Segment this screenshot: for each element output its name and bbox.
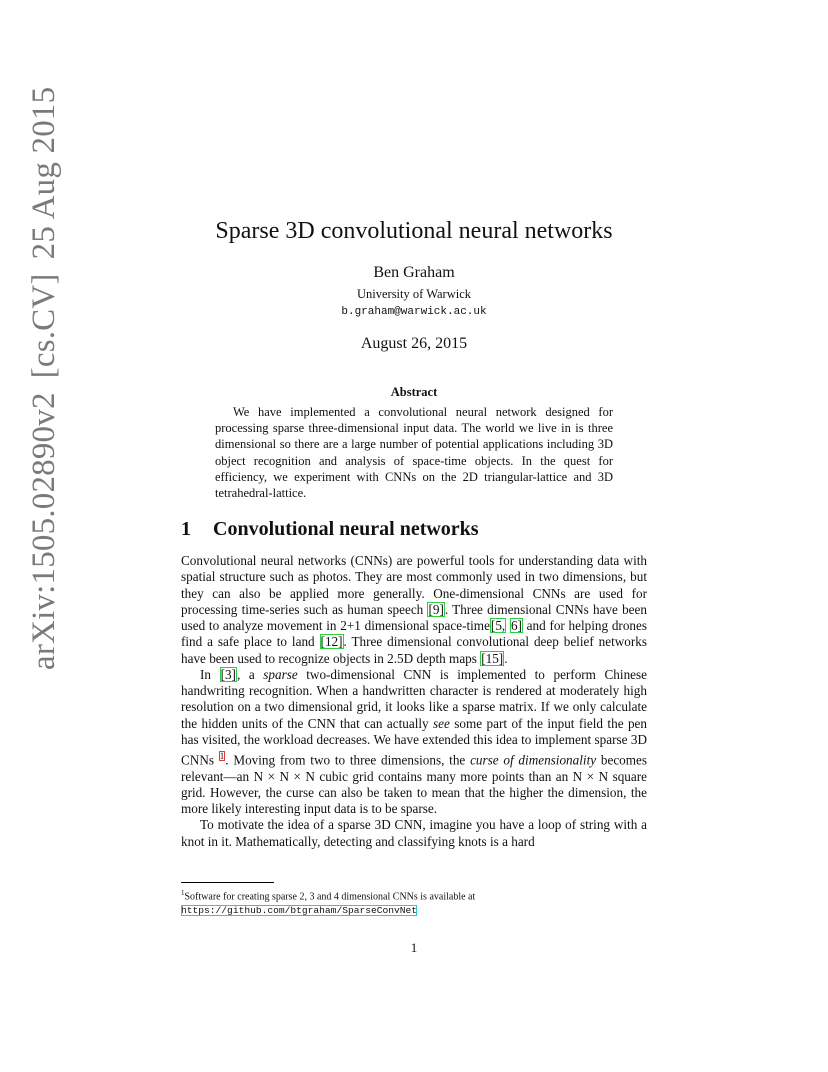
paper-date: August 26, 2015 (360, 335, 468, 352)
text-run: . (504, 650, 508, 666)
emphasis: curse of dimensionality (470, 752, 597, 768)
footnote-rule (181, 882, 274, 883)
text-run: In (200, 666, 220, 682)
section-title: Convolutional neural networks (213, 518, 479, 540)
text-run: . Three dimensional convolutional deep belief networks have been used to recognize objects in 2.5D depth maps (181, 634, 648, 666)
text-run: two-dimensional CNN is implemented to perform Chinese handwriting recognition. When a handwritten character is rendered at moderately high resolution on a two dimensional grid, it looks like a sparse matrix. If we only calculate the hidden units of the CNN that can actually (181, 666, 647, 731)
text-run: and for helping drones find a safe place to land (181, 618, 647, 650)
author-name: Ben Graham (373, 264, 455, 281)
paragraph (181, 553, 647, 667)
citation-link[interactable]: [12] (320, 634, 343, 650)
body-text (181, 553, 647, 850)
footnote (181, 886, 647, 918)
footnote-text: Software for creating sparse 2, 3 and 4 dimensional CNNs is available at (184, 891, 476, 903)
citation-link[interactable]: [9] (428, 601, 444, 617)
abstract-text: We have implemented a convolutional neural network designed for processing sparse three-dimensional input data. The world we live in is three dimensional so there are a large number of potential applications including 3D object recognition and analysis of space-time objects. In the quest for efficiency, we experiment with CNNs on the 2D triangular-lattice and 3D tetrahedral-lattice. (215, 405, 613, 501)
emphasis: see (433, 715, 450, 731)
arxiv-stamp (24, 86, 64, 670)
text-run: some part of the input field the pen has visited, the workload decreases. We have extended this idea to implement sparse 3D CNNs (181, 715, 647, 768)
citation-link[interactable]: [15] (481, 650, 504, 666)
text-run: . Moving from two to three dimensions, the (225, 752, 471, 768)
paragraph: To motivate the idea of a sparse 3D CNN, imagine you have a loop of string with a knot in it. Mathematically, detecting and classifying knots is a hard (181, 817, 647, 849)
text-run: becomes relevant—an N × N × N cubic grid contains many more points than an N × N square grid. However, the curse can also be taken to mean that the higher the dimension, the more likely interesting input data is to be sparse. (181, 752, 648, 817)
section-number: 1 (181, 518, 191, 540)
author-affiliation: University of Warwick (356, 287, 471, 301)
paragraph (181, 667, 647, 818)
arxiv-date: 25 Aug 2015 (26, 86, 62, 260)
arxiv-id[interactable]: arXiv:1505.02890v2 (26, 392, 62, 670)
author-email[interactable]: b.graham@warwick.ac.uk (341, 306, 487, 318)
arxiv-category: [cs.CV] (26, 273, 62, 379)
footnote-mark: 1 (181, 889, 185, 897)
text-run: , a (236, 666, 264, 682)
citation-link[interactable]: [5, (490, 618, 506, 633)
footnote-url[interactable]: https://github.com/btgraham/SparseConvNet (181, 905, 418, 917)
citation-link[interactable]: 6] (510, 618, 522, 633)
text-run: Convolutional neural networks (CNNs) are powerful tools for understanding data with spatial structure such as photos. They are most commonly used in two dimensions, but they can also be applied more generally. One-dimensional CNNs are used for processing time-series such as human speech (181, 553, 647, 617)
footnote-link[interactable]: 1 (219, 751, 225, 761)
page-number: 1 (410, 940, 418, 955)
paper-title: Sparse 3D convolutional neural networks (215, 218, 613, 244)
citation-link[interactable]: [3] (220, 666, 236, 682)
abstract-heading: Abstract (390, 385, 438, 399)
emphasis: sparse (263, 666, 298, 682)
section-heading (181, 518, 479, 541)
text-run: . Three dimensional CNNs have been used to analyze movement in 2+1 dimensional space-time (181, 601, 647, 633)
